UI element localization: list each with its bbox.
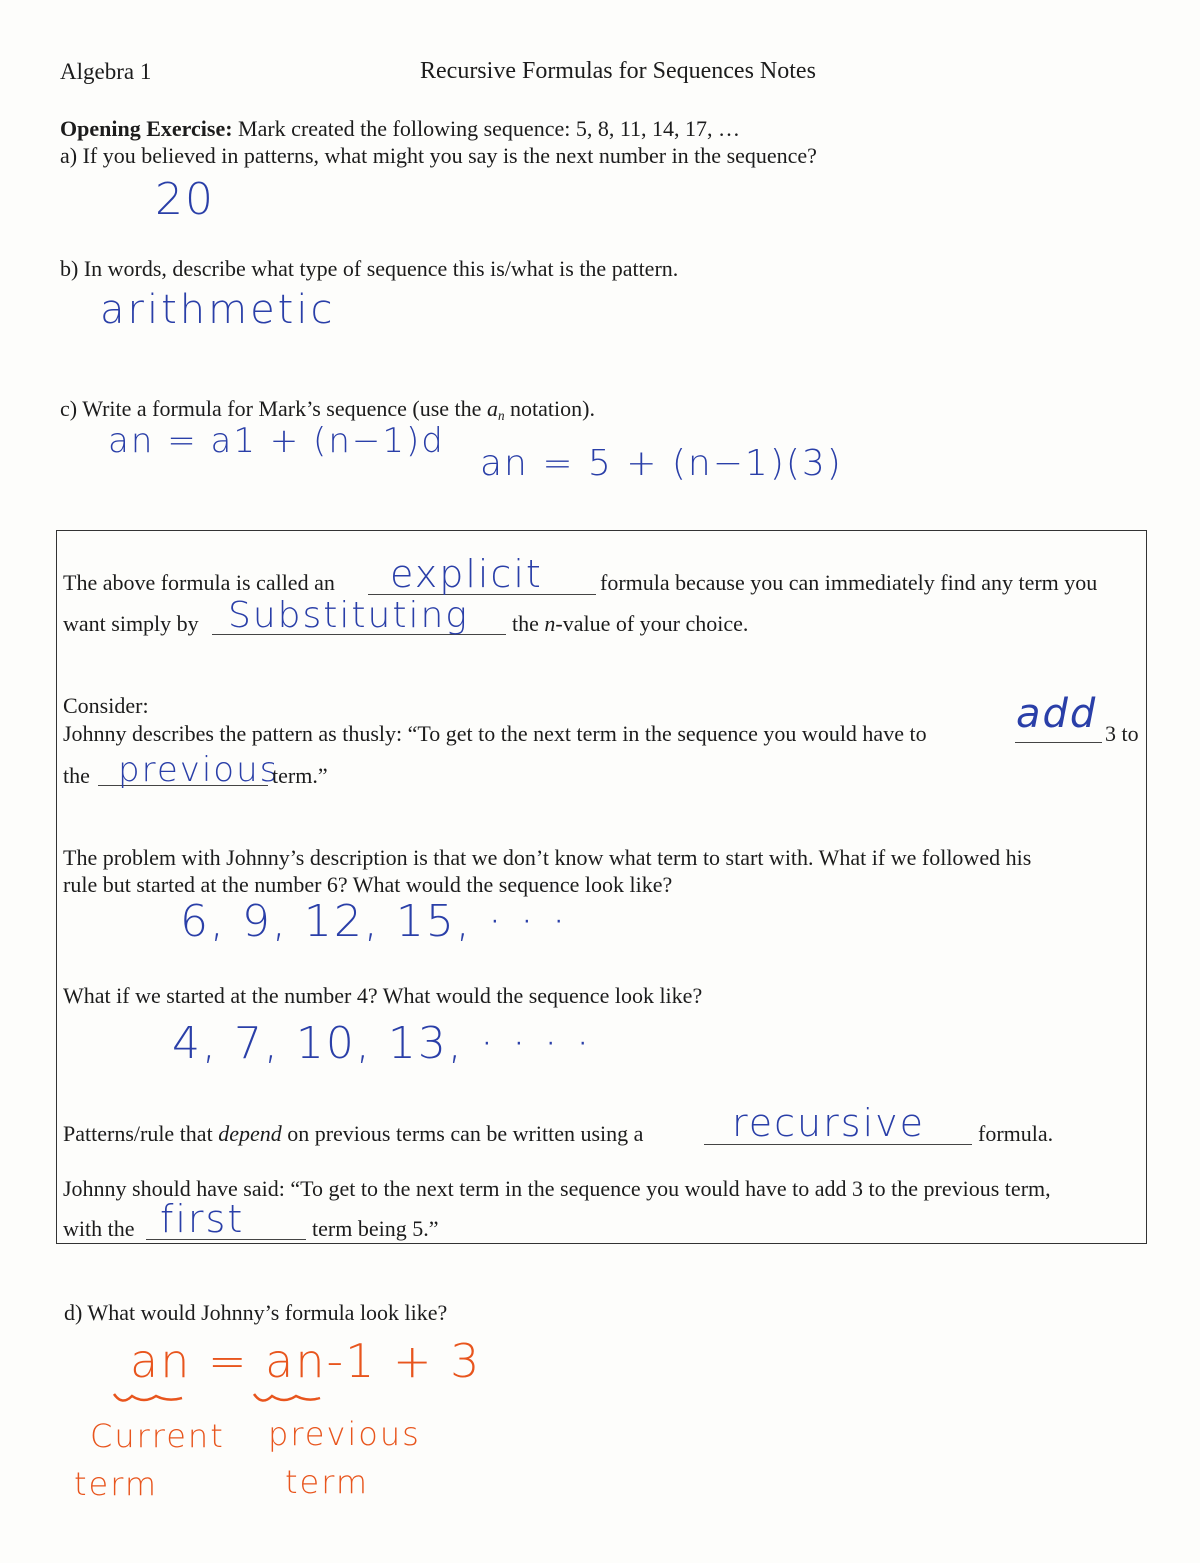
question-c-text: c) Write a formula for Mark’s sequence (use the (60, 396, 487, 421)
opening-label: Opening Exercise: (60, 116, 233, 141)
johnny-line2-start: the (63, 763, 90, 788)
answer-first: first (160, 1197, 245, 1241)
opening-text: Mark created the following sequence: 5, 8, 11, 14, 17, … (232, 116, 741, 141)
should-line1: Johnny should have said: “To get to the next term in the sequence you would have to add 3 to the previous term, (63, 1176, 1051, 1201)
answer-c-specific: an = 5 + (n−1)(3) (480, 443, 843, 484)
explicit-line1-start: The above formula is called an (63, 570, 335, 595)
explicit-line2-end (512, 613, 748, 635)
explicit-line2-start: want simply by (63, 611, 199, 636)
opening-exercise (60, 118, 740, 140)
line2-n: n (544, 611, 556, 636)
johnny-line2-end: term.” (272, 763, 328, 788)
explicit-line1-end: formula because you can immediately find any term you (600, 570, 1098, 595)
question-d-prompt: d) What would Johnny’s formula look like? (64, 1300, 448, 1325)
answer-previous: previous (118, 750, 280, 790)
label-previous-term: term (285, 1463, 369, 1501)
should-line2-start: with the (63, 1216, 135, 1241)
label-previous: previous (268, 1415, 421, 1453)
should-line2-end: term being 5.” (312, 1216, 439, 1241)
course-title: Algebra 1 (60, 59, 152, 84)
recursive-line (63, 1123, 643, 1145)
answer-d-formula: an = an-1 + 3 (130, 1334, 482, 1388)
answer-add: add (1016, 691, 1098, 737)
recursive-line-end: formula. (978, 1121, 1054, 1146)
answer-sequence-4: 4, 7, 10, 13, · · · · (172, 1018, 592, 1069)
recursive-text-b: on previous terms can be written using a (281, 1121, 644, 1146)
brace-current-mark (110, 1388, 190, 1408)
label-current-term: term (74, 1465, 158, 1503)
answer-recursive: recursive (732, 1101, 925, 1145)
start4-prompt: What if we started at the number 4? What would the sequence look like? (63, 983, 703, 1008)
johnny-line1: Johnny describes the pattern as thusly: “To get to the next term in the sequence you would have to (63, 721, 927, 746)
notation-variable: a (486, 396, 498, 421)
answer-explicit: explicit (390, 552, 543, 596)
question-c-prompt (60, 398, 595, 422)
question-b-prompt: b) In words, describe what type of sequence this is/what is the pattern. (60, 256, 679, 281)
page-title: Recursive Formulas for Sequences Notes (420, 58, 816, 84)
answer-substituting: Substituting (228, 595, 469, 636)
notation-subscript: n (497, 407, 505, 423)
label-current: Current (90, 1417, 225, 1455)
brace-previous-mark (250, 1388, 330, 1408)
blank-add (1015, 742, 1102, 743)
question-a-prompt: a) If you believed in patterns, what might you say is the next number in the sequence? (60, 143, 817, 168)
consider-label: Consider: (63, 693, 149, 718)
johnny-line1-end: 3 to (1105, 721, 1139, 746)
problem-line2: rule but started at the number 6? What would the sequence look like? (63, 872, 673, 897)
problem-line1: The problem with Johnny’s description is that we don’t know what term to start with. What if we followed his (63, 845, 1032, 870)
recursive-depend: depend (218, 1121, 282, 1146)
answer-sequence-6: 6, 9, 12, 15, · · · (180, 896, 568, 947)
answer-a: 20 (155, 174, 215, 225)
line2-rest: -value of your choice. (555, 611, 749, 636)
recursive-text-a: Patterns/rule that (63, 1121, 219, 1146)
answer-b: arithmetic (100, 287, 336, 333)
question-c-text-end: notation). (504, 396, 595, 421)
line2-the: the (512, 611, 545, 636)
answer-c-general: an = a1 + (n−1)d (108, 421, 445, 461)
